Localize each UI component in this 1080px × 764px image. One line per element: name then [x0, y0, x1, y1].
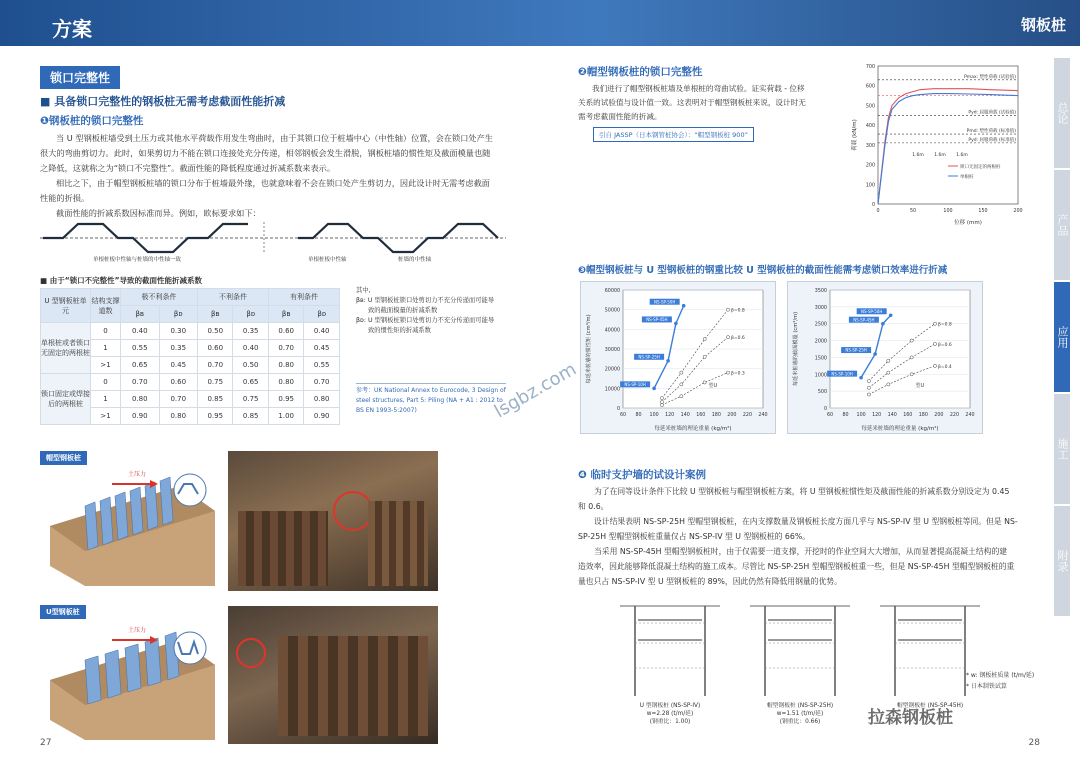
site-watermark: lsgbz.com: [490, 358, 581, 423]
x-tick-label: 100: [943, 209, 953, 214]
u-data-point: [660, 403, 663, 406]
table-title: ■ 由于“锁口不完整性”导致的截面性能折减系数: [40, 276, 203, 285]
table-subheader: βᴅ: [233, 306, 268, 323]
table-cell: 0.70: [121, 374, 160, 391]
y-tick-label: 50000: [604, 308, 620, 314]
page-number-left: 27: [40, 738, 52, 748]
table-cell-layer: 0: [91, 323, 121, 340]
subheading-3: ❸帽型钢板桩与 U 型钢板桩的钢重比较 U 型钢板桩的截面性能需考虑锁口效率进行折减: [578, 265, 948, 276]
u-data-point: [703, 355, 706, 358]
y-tick-label: 3000: [814, 305, 827, 311]
y-tick-label: 60000: [604, 289, 620, 294]
table-subheader: βᴅ: [159, 306, 198, 323]
u-pile-site-photo: [228, 606, 438, 744]
x-tick-label: 80: [842, 413, 849, 418]
table-cell-layer: >1: [91, 357, 121, 374]
citation-box: 引自 JASSP（日本钢管桩协会）：“帽型钢板桩 900”: [593, 127, 754, 142]
table-cell: 0.45: [159, 357, 198, 374]
x-tick-label: 160: [903, 413, 913, 418]
table-cell: 0.80: [121, 391, 160, 408]
modulus-weight-chart: [787, 281, 983, 434]
paragraph-2: 我们进行了帽型钢板桩墙及单根桩的弯曲试验。证实荷载 - 位移 关系的试验值与设计值一致。这表明对于帽型钢板桩来说，设计时无 需考虑截面性能的折减。: [578, 84, 806, 121]
y-tick-label: 40000: [604, 328, 620, 334]
table-cell: 0.85: [198, 391, 233, 408]
x-tick-label: 200: [934, 413, 944, 418]
table-cell: 0.35: [159, 340, 198, 357]
u-data-point: [910, 339, 913, 342]
section-tag: 锁口完整性: [40, 66, 120, 89]
table-notes: 其中, βв: U 型钢板桩锁口处剪切力不充分传递而可能导 致的截面模量的折减系数 βᴅ: U 型钢板桩锁口处剪切力不充分传递而可能导 致的惯性矩的折减系数: [356, 287, 495, 334]
soil-pressure-label: 土压力: [128, 471, 147, 478]
factor-label: β=0.8: [938, 322, 952, 328]
x-tick-label: 200: [727, 413, 737, 418]
x-tick-label: 100: [856, 413, 866, 418]
u-data-point: [887, 359, 890, 362]
hat-data-point: [652, 387, 656, 391]
soil-pressure-label-2: 土压力: [128, 627, 147, 634]
header-section-title: 方案: [52, 17, 92, 41]
hat-data-point: [682, 304, 686, 308]
y-tick-label: 0: [616, 407, 620, 412]
hat-data-point: [674, 322, 678, 326]
u-data-point: [703, 381, 706, 384]
paragraph-1: 当 U 型钢板桩墙受到土压力或其他水平荷载作用发生弯曲时，由于其锁口位于桩墙中心（中性轴）位置，会在锁口处产生 很大的弯曲剪切力。此时，如果剪切力不能在锁口连接处充分传递，相邻钢板会发生滑脱，钢板桩墙的惯性矩及截面模量也随 之降低，这就称之为“锁口不完整性”。截面性能的降低程度通过折减系数来表示。 相比之下，由于帽型钢板桩墙的锁口分布于桩墙最外缘，也就意味着不会在锁口处产生剪切力，因此设计时无需考虑截面 性能的折损。 截面性能的折减系数因标准而异。例如，欧标要求如下：: [40, 133, 493, 218]
u-data-point: [726, 336, 729, 339]
table-cell: 1.00: [268, 408, 303, 425]
u-pile-illustration: [40, 620, 220, 745]
table-cell: 0.70: [198, 357, 233, 374]
hat-pile-illustration: [40, 466, 220, 591]
table-cell: 0.35: [233, 323, 268, 340]
table-cell: 0.70: [268, 340, 303, 357]
legend-label: 锁口无固定的两根桩: [960, 165, 1001, 170]
u-data-point: [680, 371, 683, 374]
diagram-label-1: 单根桩板中性轴与桩墙的中性轴一致: [93, 257, 182, 263]
header-topic: 钢板桩: [1020, 16, 1066, 34]
table-cell: 0.80: [268, 374, 303, 391]
subheading-2: ❷帽型钢板桩的锁口完整性: [578, 66, 703, 78]
section-label: NS-SP-10H: [624, 381, 646, 387]
y-tick-label: 700: [865, 65, 875, 70]
table-cell: 0.45: [304, 340, 340, 357]
y-tick-label: 2500: [814, 322, 827, 328]
x-tick-label: 180: [711, 413, 721, 418]
x-tick-label: 60: [826, 413, 834, 418]
u-data-point: [887, 383, 890, 386]
table-cell: 0.80: [268, 357, 303, 374]
section-label: NS-SP-45H: [853, 317, 875, 323]
reference-line-label: Pyd: 屈服荷载 (标准值): [968, 137, 1016, 143]
u-data-point: [867, 393, 870, 396]
y-axis-label: 每延米桩墙的惯性矩 (cm⁴/m): [586, 314, 592, 384]
section-label: NS-SP-25H: [638, 354, 660, 360]
y-tick-label: 400: [865, 124, 875, 130]
y-tick-label: 0: [823, 407, 827, 412]
y-tick-label: 200: [865, 163, 875, 169]
x-tick-label: 150: [978, 209, 988, 214]
table-cell-layer: 1: [91, 391, 121, 408]
subheading-4: ❹ 临时支护墙的试设计案例: [578, 469, 707, 481]
table-header-group: 有利条件: [268, 289, 339, 306]
sheet-pile-wall-diagram: [38, 218, 508, 266]
x-tick-label: 140: [887, 413, 897, 418]
u-data-point: [680, 395, 683, 398]
y-tick-label: 1500: [814, 356, 827, 362]
y-axis-label: 每延米桩墙的截面模量 (cm³/m): [793, 311, 799, 387]
reference-line-label: Pyd: 屈服荷载 (试验值): [968, 110, 1016, 116]
table-cell: 0.70: [159, 391, 198, 408]
u-pile-tag: U型钢板桩: [40, 605, 86, 619]
u-data-point: [933, 364, 936, 367]
plot-area: [878, 66, 1018, 204]
table-cell-layer: 1: [91, 340, 121, 357]
x-tick-label: 120: [665, 413, 675, 418]
u-data-point: [703, 338, 706, 341]
hat-data-point: [889, 313, 893, 317]
paragraph-4: 为了在同等设计条件下比较 U 型钢板桩与帽型钢板桩方案，将 U 型钢板桩惯性矩及截面性能的折减系数分别设定为 0.45 和 0.6。 设计结果表明 NS-SP-25H 型帽型钢板桩，在内支撑数量及钢板桩长度方面几乎与 NS-SP-IV 型 U 型钢板桩等同。但是 NS- SP-25H 型帽型钢板桩重量仅占 NS-SP-IV 型 U 型钢板桩的 66%。 当采用 NS-SP-45H 型帽型钢板桩时，由于仅需要一道支撑，开挖时的作业空间大大增加，从而显著提高混凝土结构的建 造效率，因此能够降低混凝土结构的施工成本。尽管比 NS-SP-25H 型帽型钢板桩重一些，但是 NS-SP-45H 型帽型钢板桩的重 量也只占 NS-SP-IV 型 U 型钢板桩的 89%，因此仍然有降低用钢量的优势。: [578, 487, 1018, 586]
table-row: [41, 374, 340, 391]
x-tick-label: 160: [696, 413, 706, 418]
table-cell: 0.75: [233, 391, 268, 408]
load-displacement-chart: [848, 60, 1033, 235]
table-cell: 0.50: [233, 357, 268, 374]
reference-line-label: Pmax: 塑性荷载 (试验值): [964, 74, 1016, 80]
section-label: NS-SP-50H: [653, 299, 676, 305]
table-cell: 0.60: [198, 340, 233, 357]
u-data-point: [910, 356, 913, 359]
span-label: 1.6m: [934, 153, 946, 158]
x-tick-label: 240: [965, 413, 975, 418]
factor-label: β=0.6: [731, 336, 745, 342]
subheading-1: ❶钢板桩的锁口完整性: [40, 115, 144, 127]
section-label: NS-SP-45H: [646, 317, 668, 323]
section-label: NS-SP-50H: [860, 308, 883, 314]
x-tick-label: 180: [918, 413, 928, 418]
design-case-caption: 帽型钢板桩 (NS-SP-25H) w=1.51 (t/m/延) (钢重比：0.66): [766, 703, 834, 725]
x-tick-label: 120: [872, 413, 882, 418]
x-tick-label: 100: [649, 413, 659, 418]
side-tab[interactable]: 施工: [1054, 394, 1070, 504]
hat-data-point: [873, 352, 877, 356]
design-case-caption: U 型钢板桩 (NS-SP-IV) w=2.28 (t/m/延) (钢重比：1.00): [639, 703, 701, 725]
u-type-label: 型U: [915, 382, 925, 389]
legend-label: 单根桩: [960, 175, 974, 180]
side-tabs: [1054, 58, 1080, 718]
diagram-label-2: 单根桩板中性轴: [308, 257, 347, 263]
side-tab[interactable]: 产品: [1054, 170, 1070, 280]
u-data-point: [726, 371, 729, 374]
table-cell: 0.40: [304, 323, 340, 340]
hat-data-point: [881, 322, 885, 326]
factor-label: β=0.8: [731, 308, 745, 314]
table-subheader: βв: [198, 306, 233, 323]
x-tick-label: 50: [909, 209, 917, 214]
reference-note: 参考：UK National Annex to Eurocode, 3 Design of steel structures, Part 5: Piling (NA + A1 : 2012 to BS EN 1993-5:2007): [356, 383, 506, 416]
reduction-factor-table: [40, 288, 340, 425]
u-data-point: [660, 397, 663, 400]
table-header-layers: 结构支撑道数: [91, 289, 121, 323]
diagram-label-3: 桩墙的中性轴: [398, 257, 432, 263]
table-cell: 0.55: [304, 357, 340, 374]
table-subheader: βв: [121, 306, 160, 323]
hat-data-point: [666, 359, 670, 363]
table-cell: 0.75: [198, 374, 233, 391]
u-data-point: [867, 386, 870, 389]
hat-pile-tag: 帽型钢板桩: [40, 451, 87, 465]
main-heading: ■ 具备锁口完整性的钢板桩无需考虑截面性能折减: [40, 95, 286, 108]
y-tick-label: 100: [865, 183, 875, 189]
u-data-point: [680, 383, 683, 386]
table-cell: 0.95: [198, 408, 233, 425]
y-tick-label: 500: [817, 390, 827, 396]
watermark: 拉森钢板桩: [868, 708, 953, 728]
x-tick-label: 240: [758, 413, 768, 418]
table-cell-unit: 单根桩或者锁口无固定的两根桩: [41, 323, 91, 374]
x-tick-label: 80: [635, 413, 642, 418]
design-case: [740, 598, 860, 724]
table-cell: 0.50: [198, 323, 233, 340]
table-cell: 0.65: [233, 374, 268, 391]
u-data-point: [910, 373, 913, 376]
x-tick-label: 140: [680, 413, 690, 418]
table-cell: 0.80: [159, 408, 198, 425]
u-data-point: [867, 379, 870, 382]
table-cell: 0.60: [159, 374, 198, 391]
hat-pile-site-photo: [228, 451, 438, 591]
x-axis-label: 每延米桩墙的理论重量 (kg/m²): [861, 426, 939, 432]
table-cell: 0.40: [121, 323, 160, 340]
table-header-group: 极不利条件: [121, 289, 198, 306]
table-cell: 0.70: [304, 374, 340, 391]
section-label: NS-SP-25H: [845, 347, 867, 353]
span-label: 1.6m: [912, 153, 924, 158]
x-tick-label: 200: [1013, 209, 1023, 214]
y-tick-label: 1000: [814, 373, 827, 379]
y-tick-label: 10000: [604, 387, 620, 393]
case-notes: * w: 钢板桩质量 (t/m/延) * 日本制铁试算: [966, 672, 1035, 690]
page-header: [0, 0, 1080, 46]
x-tick-label: 220: [949, 413, 960, 418]
y-tick-label: 600: [865, 84, 875, 90]
table-cell: 0.90: [121, 408, 160, 425]
table-cell-layer: 0: [91, 374, 121, 391]
y-tick-label: 500: [865, 104, 875, 110]
table-cell: 0.90: [304, 408, 340, 425]
design-case: [610, 598, 730, 724]
span-label: 1.6m: [956, 153, 968, 158]
table-header-group: 不利条件: [198, 289, 269, 306]
u-data-point: [887, 371, 890, 374]
table-cell: 0.95: [268, 391, 303, 408]
x-tick-label: 60: [619, 413, 627, 418]
table-row: [41, 323, 340, 340]
u-data-point: [726, 308, 729, 311]
y-tick-label: 0: [871, 203, 875, 208]
factor-label: β=0.3: [731, 371, 745, 377]
y-tick-label: 30000: [604, 348, 620, 353]
side-tab[interactable]: 应用: [1054, 282, 1070, 392]
table-cell-unit: 锁口固定或焊接后的两根桩: [41, 374, 91, 425]
table-cell: 0.80: [304, 391, 340, 408]
x-tick-label: 220: [742, 413, 753, 418]
table-cell: 0.65: [121, 357, 160, 374]
x-tick-label: 0: [876, 209, 880, 214]
u-type-label: 型U: [708, 382, 718, 389]
table-cell: 0.85: [233, 408, 268, 425]
y-tick-label: 20000: [604, 367, 620, 373]
highlight-circle: [236, 638, 266, 668]
section-label: NS-SP-10H: [831, 371, 853, 377]
hat-data-point: [859, 376, 863, 380]
table-cell: 0.60: [268, 323, 303, 340]
side-tab[interactable]: 附录: [1054, 506, 1070, 616]
reference-line-label: Pmd: 塑性荷载 (标准值): [966, 129, 1016, 135]
table-subheader: βв: [268, 306, 303, 323]
y-tick-label: 300: [865, 143, 875, 149]
y-tick-label: 2000: [814, 339, 827, 345]
table-cell: 0.30: [159, 323, 198, 340]
inertia-weight-chart: [580, 281, 776, 434]
y-tick-label: 3500: [814, 289, 827, 294]
x-axis-label: 位移 (mm): [954, 220, 982, 226]
table-cell: 0.40: [233, 340, 268, 357]
factor-label: β=0.4: [938, 364, 952, 370]
page-number-right: 28: [1028, 738, 1040, 748]
highlight-circle: [333, 491, 373, 531]
y-axis-label: 荷载 (kN/m): [852, 119, 858, 151]
factor-label: β=0.6: [938, 342, 952, 348]
table-subheader: βᴅ: [304, 306, 340, 323]
design-case-caption: 帽型钢板桩 (NS-SP-45H): [896, 703, 964, 709]
table-cell: 0.55: [121, 340, 160, 357]
side-tab[interactable]: 总论: [1054, 58, 1070, 168]
table-header-unit: U 型钢板桩单元: [41, 289, 91, 323]
x-axis-label: 每延米桩墙的理论重量 (kg/m²): [654, 426, 732, 432]
table-cell-layer: >1: [91, 408, 121, 425]
u-data-point: [933, 342, 936, 345]
design-case-diagram: [610, 598, 730, 698]
u-data-point: [933, 322, 936, 325]
design-case-diagram: [740, 598, 860, 698]
